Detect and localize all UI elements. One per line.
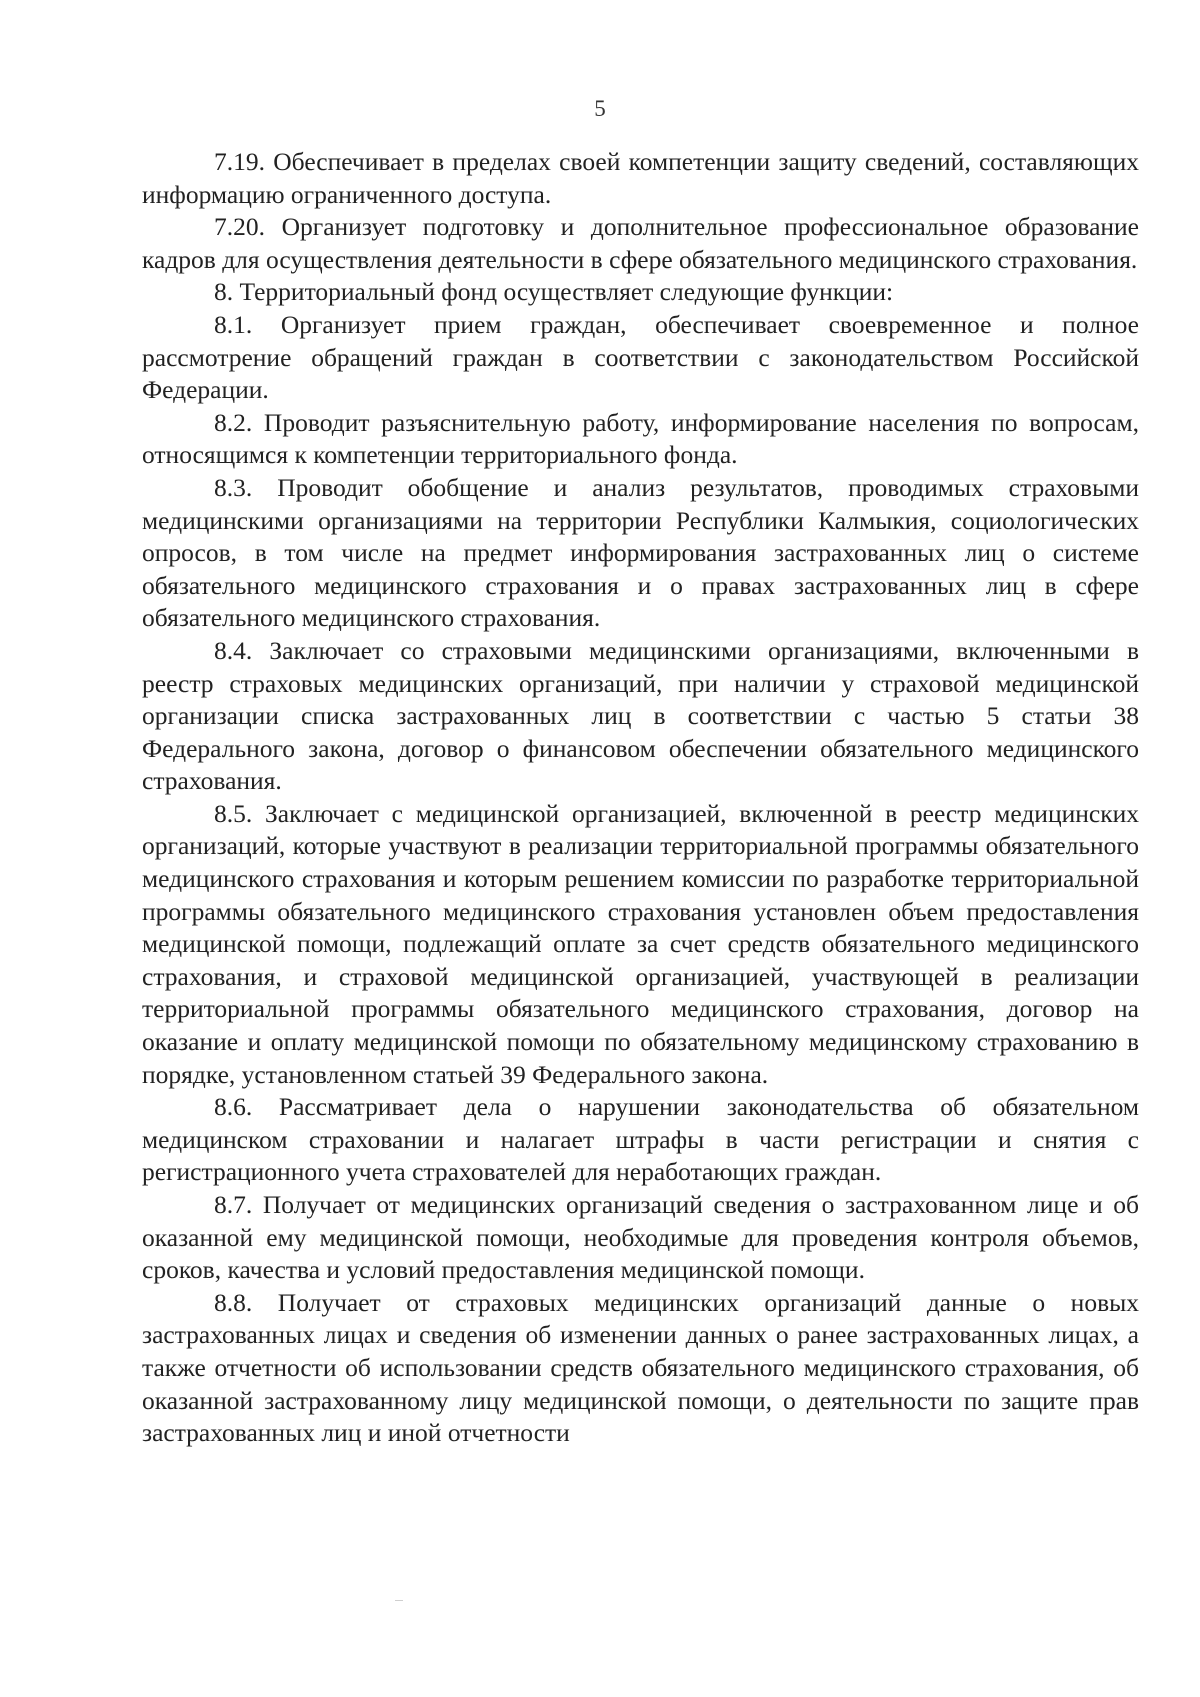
document-body <box>142 146 1139 1450</box>
paragraph-8-4: 8.4. Заключает со страховыми медицинскими организациями, включенными в реестр страховых медицинских организаций, при наличии у страховой медицинской организации списка застрахованных лиц в соответствии с частью 5 статьи 38 Федерального закона, договор о финансовом обеспечении обязательного медицинского страхования. <box>142 635 1139 796</box>
paragraph-7-19: 7.19. Обеспечивает в пределах своей компетенции защиту сведений, составляющих информацию ограниченного доступа. <box>142 147 1139 209</box>
page-number: 5 <box>594 96 606 121</box>
paragraph-7-20: 7.20. Организует подготовку и дополнительное профессиональное образование кадров для осуществления деятельности в сфере обязательного медицинского страхования. <box>142 212 1139 274</box>
paragraph-8-1: 8.1. Организует прием граждан, обеспечивает своевременное и полное рассмотрение обращений граждан в соответствии с законодательством Российской Федерации. <box>142 309 1139 405</box>
paragraph-8-7: 8.7. Получает от медицинских организаций сведения о застрахованном лице и об оказанной ему медицинской помощи, необходимые для проведения контроля объемов, сроков, качества и условий предоставления медицинской помощи. <box>142 1190 1139 1285</box>
paragraph-8-3: 8.3. Проводит обобщение и анализ результатов, проводимых страховыми медицинскими организациями на территории Республики Калмыкия, социологических опросов, в том числе на предмет информирования застрахованных лиц о системе обязательного медицинского страхования и о правах застрахованных лиц в сфере обязательного медицинского страхования. <box>142 472 1139 633</box>
paragraph-8-2: 8.2. Проводит разъяснительную работу, информирование населения по вопросам, относящимся к компетенции территориального фонда. <box>142 407 1139 470</box>
paragraph-8-8: 8.8. Получает от страховых медицинских организаций данные о новых застрахованных лицах и сведения об изменении данных о ранее застрахованных лицах, а также отчетности об использовании средств обязательного медицинского страхования, об оказанной застрахованному лицу медицинской помощи, о деятельности по защите прав застрахованных лиц и иной отчетности <box>142 1287 1139 1448</box>
scan-artifact <box>395 1600 403 1601</box>
paragraph-8-6: 8.6. Рассматривает дела о нарушении законодательства об обязательном медицинском страховании и налагает штрафы в части регистрации и снятия с регистрационного учета страхователей для неработающих граждан. <box>142 1092 1139 1187</box>
paragraph-8-5: 8.5. Заключает с медицинской организацией, включенной в реестр медицинских организаций, которые участвуют в реализации территориальной программы обязательного медицинского страхования и которым решением комиссии по разработке территориальной программы обязательного медицинского страхования установлен объем предоставления медицинской помощи, подлежащий оплате за счет средств обязательного медицинского страхования, и страховой медицинской организацией, участвующей в реализации территориальной программы обязательного медицинского страхования, договор на оказание и оплату медицинской помощи по обязательному медицинскому страхованию в порядке, установленном статьей 39 Федерального закона. <box>142 798 1139 1089</box>
paragraph-8-heading: 8. Территориальный фонд осуществляет следующие функции: <box>214 277 894 307</box>
